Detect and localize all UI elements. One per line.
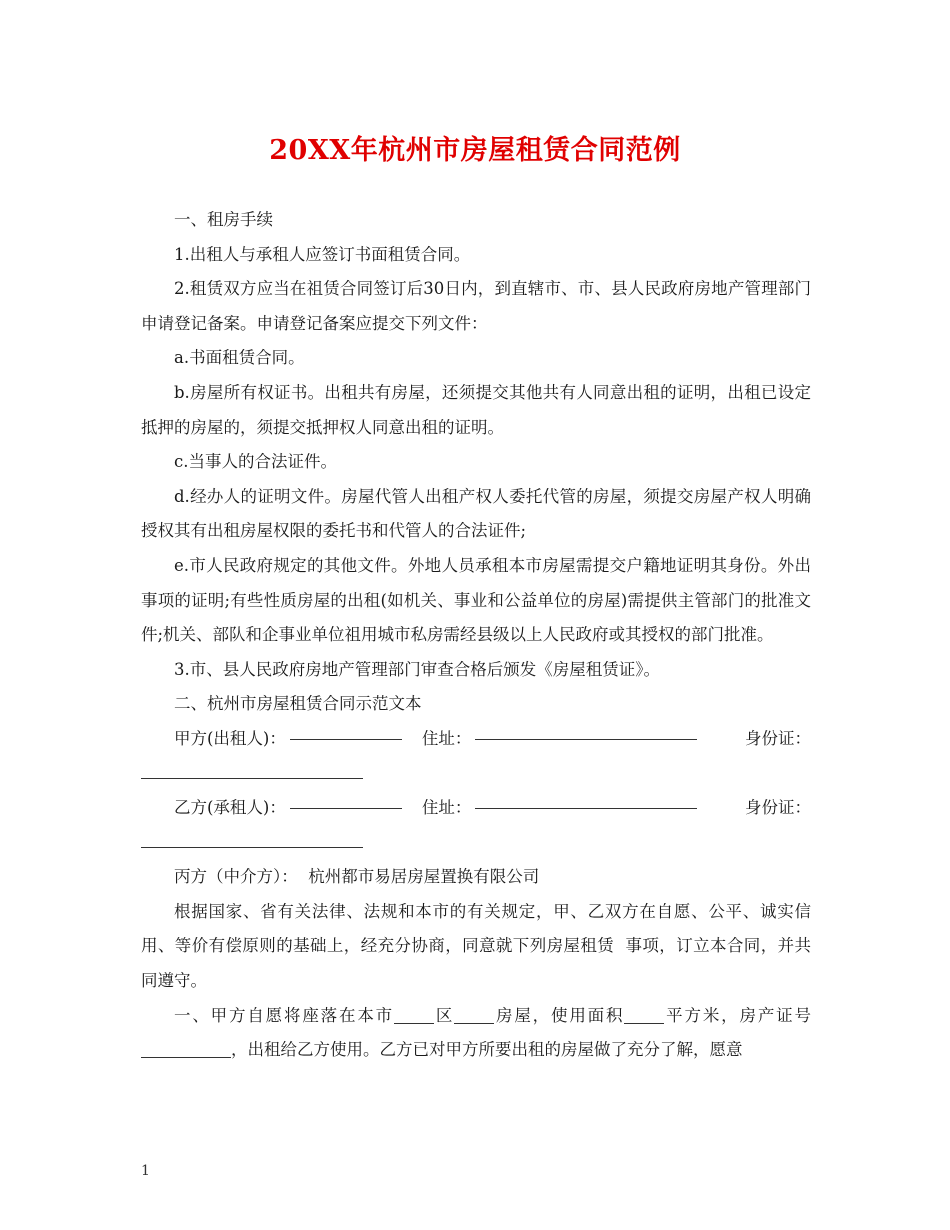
party-b-name-blank [290,807,402,809]
clause-1-part-2: 区 [434,1005,455,1025]
paragraph-intro: 根据国家、省有关法律、法规和本市的有关规定，甲、乙双方在自愿、公平、诚实信用、等价有偿原则的基础上，经充分协商，同意就下列房屋租赁 事项，订立本合同，并共同遵守。 [141,901,811,991]
paragraph-item-3: 3.市、县人民政府房地产管理部门审查合格后颁发《房屋租赁证》。 [174,659,660,679]
paragraph-clause-1 [141,999,811,1068]
area-blank [624,1006,664,1024]
party-b-id-blank [141,846,363,848]
party-a-id-blank [141,777,363,779]
party-a-name-blank [290,738,402,740]
paragraph-item-c: c.当事人的合法证件。 [174,452,337,472]
paragraph-item-d: d.经办人的证明文件。房屋代管人出租产权人委托代管的房屋，须提交房屋产权人明确授权其有出租房屋权限的委托书和代管人的合法证件; [141,486,811,541]
section-heading-procedures: 一、租房手续 [174,210,273,229]
party-b-id-label: 身份证： [745,798,811,818]
party-a-block [141,722,811,791]
document-title: 20XX年杭州市房屋租赁合同范例 [269,135,681,166]
clause-1-part-3: 房屋，使用面积 [494,1005,625,1025]
paragraph-item-b: b.房屋所有权证书。出租共有房屋，还须提交其他共有人同意出租的证明，出租已设定抵押的房屋的，须提交抵押权人同意出租的证明。 [141,382,811,437]
party-a-address-blank [475,738,697,740]
section-heading-template: 二、杭州市房屋租赁合同示范文本 [174,694,422,714]
document-body [141,203,811,1068]
party-a-address-label: 住址： [421,728,472,748]
party-a-id-label: 身份证： [745,728,811,748]
clause-1-part-1: 一、甲方自愿将座落在本市 [174,1005,394,1025]
paragraph-item-1: 1.出租人与承租人应签订书面租赁合同。 [174,244,471,264]
property-cert-blank [141,1041,231,1059]
party-b-address-blank [475,807,697,809]
party-a-label: 甲方(出租人)： [174,728,286,748]
district-blank [394,1006,434,1024]
house-blank [454,1006,494,1024]
party-b-block [141,791,811,860]
party-b-label: 乙方(承租人)： [174,798,286,818]
clause-1-part-4: 平方米，房产证号 [664,1005,812,1025]
party-c-line: 丙方（中介方）： 杭州都市易居房屋置换有限公司 [174,867,540,887]
page-number: 1 [141,1163,150,1179]
paragraph-item-a: a.书面租赁合同。 [174,348,305,368]
clause-1-part-5: ，出租给乙方使用。乙方已对甲方所要出租的房屋做了充分了解，愿意 [231,1040,743,1060]
party-b-address-label: 住址： [421,798,472,818]
paragraph-item-e: e.市人民政府规定的其他文件。外地人员承租本市房屋需提交户籍地证明其身份。外出事项的证明;有些性质房屋的出租(如机关、事业和公益单位的房屋)需提供主管部门的批准文件;机关、部队和企事业单位祖用城市私房需经县级以上人民政府或其授权的部门批准。 [141,555,811,645]
paragraph-item-2: 2.租赁双方应当在祖赁合同签订后30日内，到直辖市、市、县人民政府房地产管理部门申请登记备案。申请登记备案应提交下列文件： [141,279,811,333]
